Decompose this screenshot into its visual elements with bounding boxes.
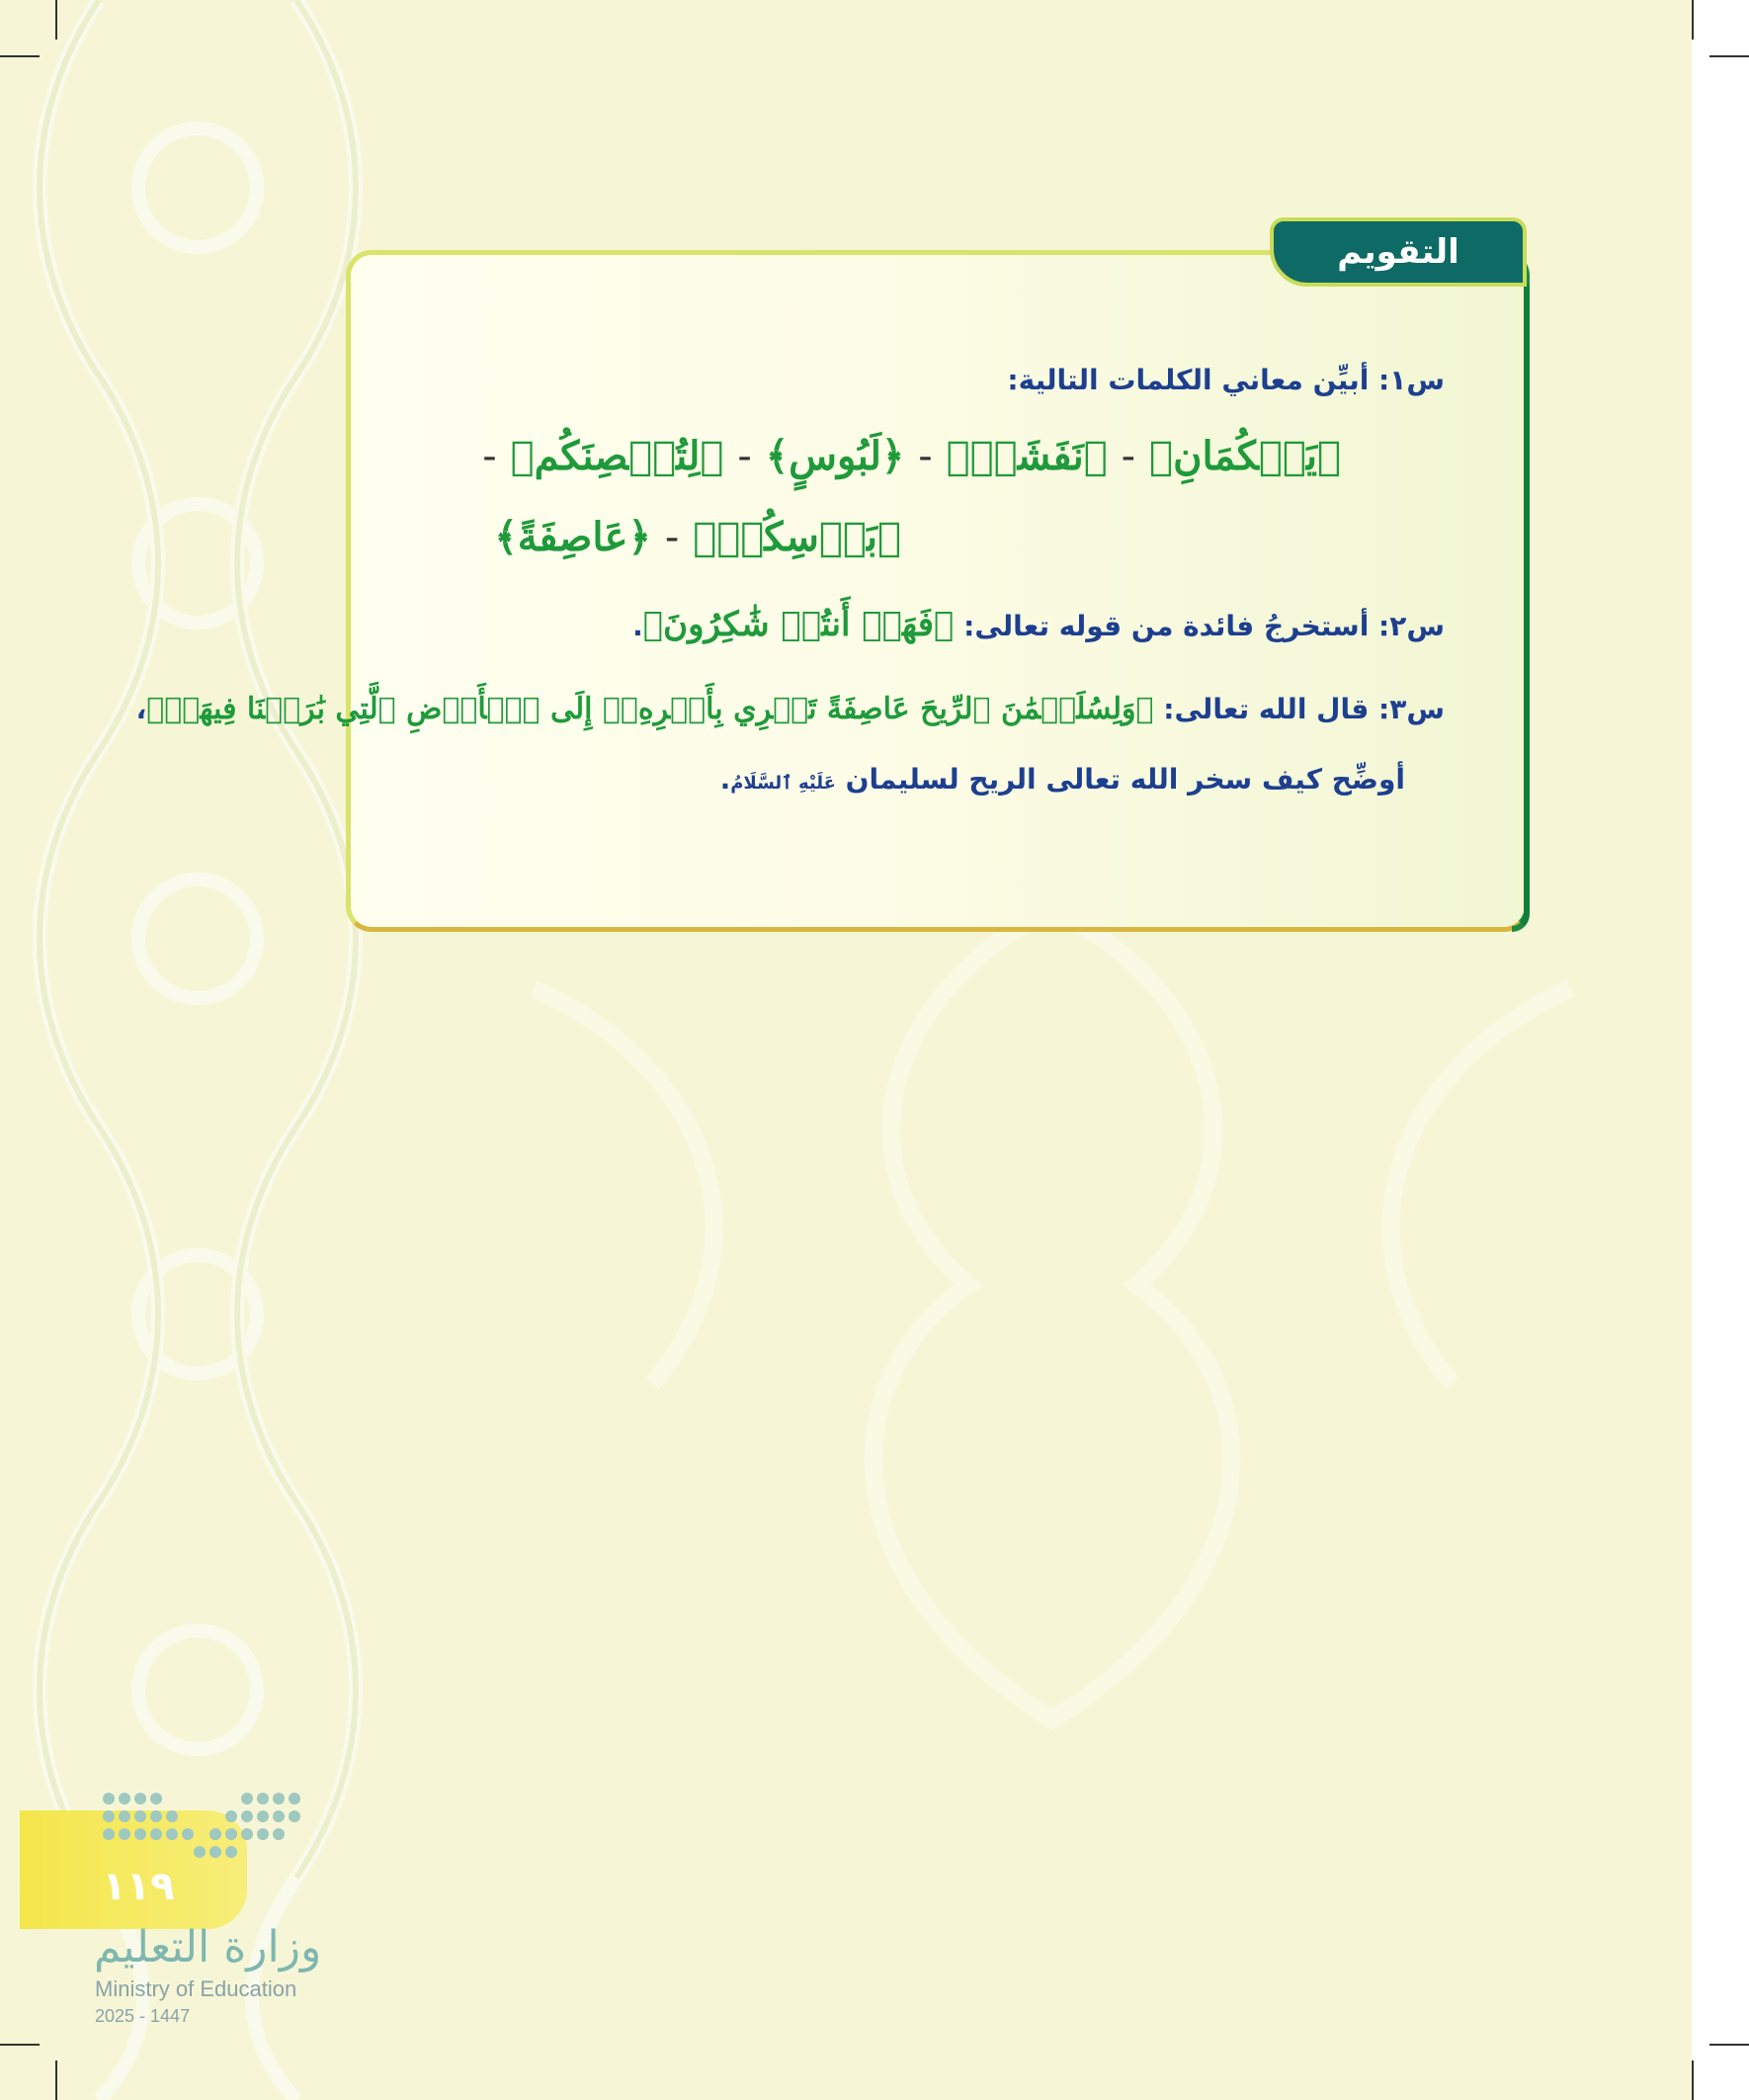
q1-words-line-1: ﴿يَحۡكُمَانِ﴾ - ﴿نَفَشَتۡ﴾ - ﴿لَبُوسٍ﴾ - ﴿لِتُحۡصِنَكُم﴾ - <box>482 433 1341 479</box>
word-2: نَفَشَتۡ <box>969 433 1084 479</box>
ministry-name-english: Ministry of Education <box>95 1976 297 2001</box>
word-4: لِتُحۡصِنَكُم <box>534 433 701 479</box>
question-1 <box>1007 364 1445 396</box>
word-6: عَاصِفَةً <box>517 514 628 560</box>
crop-mark <box>55 2060 57 2100</box>
question-2-end: . <box>632 610 643 642</box>
section-title-tab <box>1270 217 1527 287</box>
question-3-line-2-end: . <box>719 763 731 796</box>
question-3-verse-wrap: ﴿وَلِسُلَيۡمَٰنَ ٱلرِّيحَ عَاصِفَةً تَجۡرِي بِأَمۡرِهِۦٓ إِلَى ٱلۡأَرۡضِ ٱلَّتِي بَٰرَكۡنَا فِيهَاۚ﴾ <box>146 692 1154 726</box>
question-1-label: س١: أبيِّن معاني الكلمات التالية: <box>1007 364 1445 396</box>
word-1: يَحۡكُمَانِ <box>1173 433 1317 479</box>
q1-words-line-2: ﴿بَأۡسِكُمۡ﴾ - ﴿عَاصِفَةً﴾ <box>494 514 901 560</box>
word-3: لَبُوسٍ <box>789 433 881 479</box>
crop-mark <box>1709 2044 1749 2046</box>
ministry-year: 2025 - 1447 <box>95 2006 191 2026</box>
crop-mark <box>55 0 57 40</box>
section-title: التقويم <box>1337 232 1459 272</box>
evaluation-box <box>346 250 1530 932</box>
crop-mark <box>0 2044 40 2046</box>
background-ornament <box>415 870 1690 1759</box>
question-2 <box>632 605 1445 644</box>
crop-mark <box>1692 2060 1694 2100</box>
question-3-line-2 <box>720 763 1405 796</box>
question-3-label: س٣: قال الله تعالى: <box>1163 693 1445 725</box>
question-3-end: ، <box>135 693 147 725</box>
question-2-verse: فَهَلۡ أَنتُمۡ شَٰكِرُونَ <box>663 605 934 644</box>
question-3-line-2-text: أوضِّح كيف سخر الله تعالى الريح لسليمان <box>845 763 1405 796</box>
question-2-label: س٢: أستخرجُ فائدة من قوله تعالى: <box>963 610 1445 642</box>
page-margin <box>1692 0 1749 2100</box>
page-number: ١١٩ <box>102 1864 175 1909</box>
ministry-name-arabic: وزارة التعليم <box>94 1922 322 1973</box>
crop-mark <box>1709 55 1749 57</box>
question-3 <box>136 692 1445 726</box>
question-2-verse-wrap: ﴿فَهَلۡ أَنتُمۡ شَٰكِرُونَ﴾ <box>642 605 955 644</box>
honorific: عَلَيْهِ ٱلسَّلَامُ <box>730 773 836 794</box>
question-3-verse: وَلِسُلَيۡمَٰنَ ٱلرِّيحَ عَاصِفَةً تَجۡرِي بِأَمۡرِهِۦٓ إِلَى ٱلۡأَرۡضِ ٱلَّتِي بَٰرَكۡنَا فِيهَاۚ <box>164 692 1136 726</box>
word-5: بَأۡسِكُمۡ <box>716 514 877 560</box>
crop-mark <box>1692 0 1694 40</box>
crop-mark <box>0 55 40 57</box>
